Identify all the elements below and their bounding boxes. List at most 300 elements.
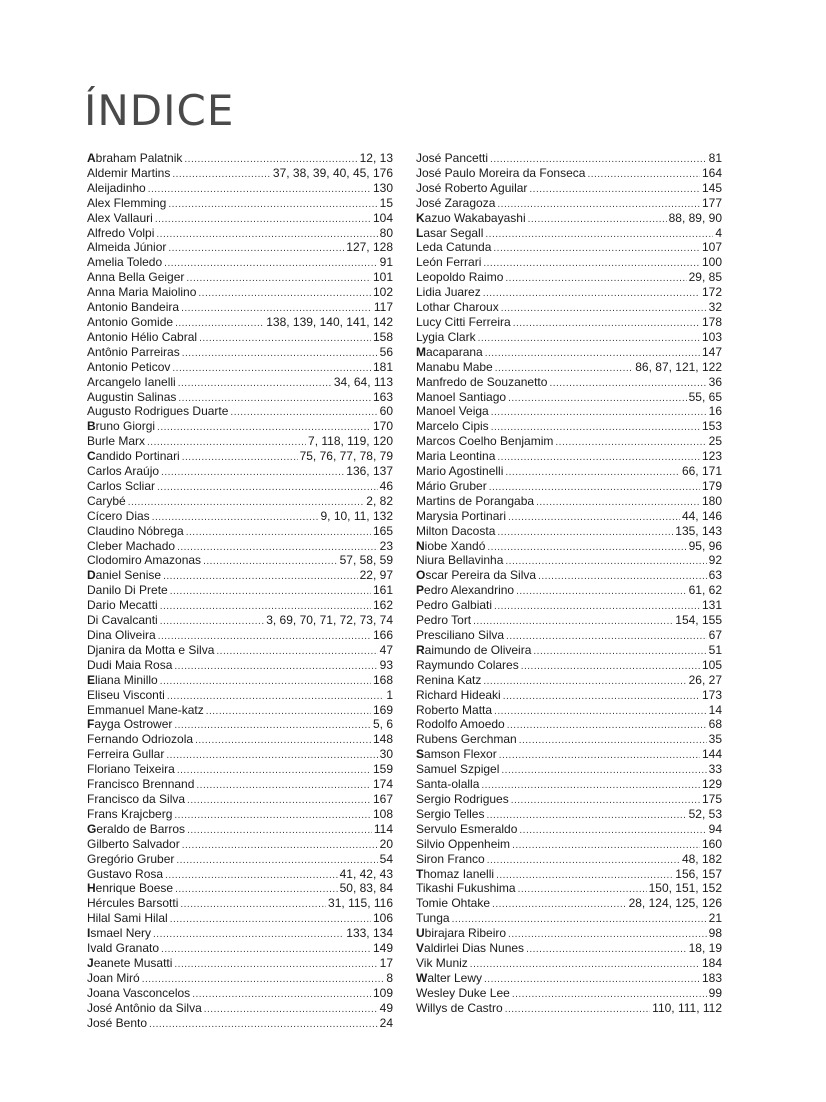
- index-entry: [416, 509, 722, 524]
- index-entry: [87, 762, 393, 777]
- entry-name: Rodolfo Amoedo: [416, 717, 505, 732]
- entry-name: Aleijadinho: [87, 180, 146, 195]
- entry-name: Oscar Pereira da Silva: [416, 568, 537, 583]
- entry-pages: 184: [701, 955, 722, 970]
- index-entry: [416, 673, 722, 688]
- entry-name: Manoel Veiga: [416, 404, 489, 419]
- entry-pages: 127, 128: [346, 240, 393, 255]
- dot-leader: [174, 719, 371, 732]
- dot-leader: [177, 541, 378, 554]
- index-entry: [416, 375, 722, 390]
- dot-leader: [148, 183, 371, 196]
- index-entry: [416, 867, 722, 882]
- dot-leader: [492, 898, 627, 911]
- index-entry: [416, 643, 722, 658]
- entry-pages: 92: [708, 553, 722, 568]
- index-entry: [416, 911, 722, 926]
- dot-leader: [587, 168, 700, 181]
- dot-leader: [147, 436, 306, 449]
- dot-leader: [161, 466, 344, 479]
- index-entry: [87, 375, 393, 390]
- index-entry: [416, 464, 722, 479]
- entry-name: Pedro Alexandrino: [416, 583, 515, 598]
- entry-name: Sergio Telles: [416, 806, 485, 821]
- index-entry: [87, 434, 393, 449]
- dot-leader: [505, 1003, 650, 1016]
- entry-name: Marcelo Cipis: [416, 419, 489, 434]
- dot-leader: [160, 600, 371, 613]
- index-entry: [87, 717, 393, 732]
- entry-pages: 67: [708, 628, 722, 642]
- index-entry: [416, 1001, 722, 1016]
- entry-pages: 57, 58, 59: [339, 553, 393, 568]
- index-entry: [416, 404, 722, 419]
- index-entry: [87, 211, 393, 226]
- index-entry: [87, 494, 393, 509]
- entry-name: Claudino Nóbrega: [87, 523, 184, 538]
- entry-pages: 88, 89, 90: [668, 210, 722, 225]
- dot-leader: [489, 481, 700, 494]
- entry-pages: 46: [379, 478, 393, 493]
- dot-leader: [538, 570, 707, 583]
- index-entry: [416, 792, 722, 807]
- entry-pages: 68: [708, 717, 722, 732]
- entry-pages: 54: [379, 851, 393, 866]
- entry-name: Danilo Di Prete: [87, 583, 168, 598]
- entry-pages: 1: [386, 687, 393, 702]
- index-entry: [416, 747, 722, 762]
- entry-name: Joan Miró: [87, 970, 140, 985]
- index-entry: [416, 345, 722, 360]
- dot-leader: [536, 496, 700, 509]
- dot-leader: [491, 406, 707, 419]
- index-entry: [87, 390, 393, 405]
- entry-pages: 149: [372, 941, 393, 956]
- entry-name: Antônio Parreiras: [87, 344, 180, 359]
- index-entry: [416, 777, 722, 792]
- index-entry: [416, 837, 722, 852]
- index-entry: [87, 598, 393, 613]
- dot-leader: [487, 854, 680, 867]
- dot-leader: [501, 764, 706, 777]
- dot-leader: [508, 392, 687, 405]
- entry-pages: 110, 111, 112: [652, 1000, 722, 1015]
- index-entry: [87, 419, 393, 434]
- index-entry: [87, 792, 393, 807]
- entry-pages: 165: [372, 523, 393, 538]
- dot-leader: [470, 958, 700, 971]
- entry-pages: 16: [708, 404, 722, 419]
- index-entry: [87, 285, 393, 300]
- dot-leader: [494, 705, 707, 718]
- entry-pages: 37, 38, 39, 40, 45, 176: [272, 165, 393, 180]
- entry-pages: 8: [386, 970, 393, 985]
- entry-name: Dudi Maia Rosa: [87, 657, 173, 672]
- entry-pages: 98: [708, 926, 722, 941]
- entry-name: José Paulo Moreira da Fonseca: [416, 165, 586, 180]
- dot-leader: [483, 287, 700, 300]
- entry-name: Alex Flemming: [87, 195, 167, 210]
- index-entry: [87, 151, 393, 166]
- dot-leader: [178, 392, 371, 405]
- entry-name: Alex Vallauri: [87, 210, 153, 225]
- index-entry: [416, 553, 722, 568]
- dot-leader: [485, 228, 713, 241]
- entry-pages: 41, 42, 43: [339, 866, 393, 881]
- entry-pages: 178: [701, 314, 722, 329]
- index-entry: [87, 539, 393, 554]
- entry-pages: 35: [708, 732, 722, 747]
- entry-name: Lucy Citti Ferreira: [416, 314, 511, 329]
- index-entry: [87, 867, 393, 882]
- dot-leader: [152, 511, 319, 524]
- entry-pages: 131: [701, 598, 722, 613]
- index-entry: [87, 807, 393, 822]
- entry-pages: 135, 143: [675, 523, 722, 538]
- entry-name: Clodomiro Amazonas: [87, 553, 202, 568]
- entry-pages: 145: [701, 180, 722, 195]
- index-entry: [87, 270, 393, 285]
- index-entry: [416, 479, 722, 494]
- index-entry: [87, 464, 393, 479]
- entry-pages: 156, 157: [675, 866, 722, 881]
- entry-pages: 168: [372, 672, 393, 687]
- index-entry: [87, 181, 393, 196]
- index-entry: [416, 315, 722, 330]
- entry-name: Eliana Minillo: [87, 672, 158, 687]
- entry-name: Presciliano Silva: [416, 628, 505, 642]
- entry-name: Richard Hideaki: [416, 687, 501, 702]
- dot-leader: [216, 645, 377, 658]
- entry-pages: 12, 13: [359, 151, 393, 165]
- entry-name: Amelia Toledo: [87, 255, 163, 270]
- index-entry: [87, 852, 393, 867]
- entry-name: Geraldo de Barros: [87, 821, 186, 836]
- dot-leader: [158, 630, 371, 643]
- entry-name: Almeida Júnior: [87, 240, 167, 255]
- entry-name: Raimundo de Oliveira: [416, 642, 532, 657]
- entry-name: Anna Maria Maiolino: [87, 285, 197, 300]
- entry-pages: 166: [372, 628, 393, 642]
- dot-leader: [160, 615, 265, 628]
- index-entry: [87, 345, 393, 360]
- entry-name: Henrique Boese: [87, 881, 174, 896]
- index-entry: [416, 658, 722, 673]
- entry-pages: 86, 87, 121, 122: [635, 359, 722, 374]
- dot-leader: [499, 749, 700, 762]
- dot-leader: [508, 928, 707, 941]
- index-entry: [87, 658, 393, 673]
- index-entry: [416, 181, 722, 196]
- entry-pages: 107: [701, 240, 722, 255]
- entry-pages: 55, 65: [688, 389, 722, 404]
- index-entry: [87, 583, 393, 598]
- entry-pages: 130: [372, 180, 393, 195]
- entry-pages: 108: [372, 806, 393, 821]
- dot-leader: [452, 913, 707, 926]
- entry-name: Macaparana: [416, 344, 483, 359]
- index-entry: [87, 449, 393, 464]
- dot-leader: [490, 153, 707, 166]
- entry-pages: 24: [379, 1015, 393, 1030]
- entry-name: León Ferrari: [416, 255, 482, 270]
- dot-leader: [483, 257, 700, 270]
- entry-pages: 5, 6: [372, 717, 393, 732]
- entry-name: Alfredo Volpi: [87, 225, 155, 240]
- dot-leader: [170, 585, 371, 598]
- dot-leader: [511, 794, 700, 807]
- entry-name: Sergio Rodrigues: [416, 791, 509, 806]
- dot-leader: [181, 302, 372, 315]
- entry-pages: 51: [708, 642, 722, 657]
- index-column-right: [416, 151, 722, 1016]
- index-entry: [87, 568, 393, 583]
- entry-pages: 172: [701, 285, 722, 300]
- entry-name: Manfredo de Souzanetto: [416, 374, 548, 389]
- entry-name: Pedro Tort: [416, 613, 472, 628]
- index-entry: [87, 553, 393, 568]
- dot-leader: [198, 287, 371, 300]
- entry-name: Ivald Granato: [87, 941, 160, 956]
- entry-pages: 95, 96: [688, 538, 722, 553]
- entry-pages: 161: [372, 583, 393, 598]
- entry-name: Burle Marx: [87, 434, 146, 449]
- dot-leader: [186, 526, 371, 539]
- index-entry: [416, 986, 722, 1001]
- dot-leader: [187, 794, 371, 807]
- dot-leader: [156, 228, 377, 241]
- index-entry: [416, 255, 722, 270]
- dot-leader: [167, 690, 384, 703]
- index-entry: [87, 613, 393, 628]
- entry-pages: 94: [708, 821, 722, 836]
- dot-leader: [170, 913, 371, 926]
- index-entry: [416, 285, 722, 300]
- index-entry: [87, 196, 393, 211]
- entry-name: Candido Portinari: [87, 449, 180, 464]
- index-entry: [416, 926, 722, 941]
- entry-pages: 14: [708, 702, 722, 717]
- index-entry: [416, 449, 722, 464]
- index-entry: [416, 240, 722, 255]
- index-entry: [416, 583, 722, 598]
- entry-pages: 181: [372, 359, 393, 374]
- dot-leader: [166, 749, 377, 762]
- dot-leader: [501, 302, 707, 315]
- index-entry: [416, 330, 722, 345]
- entry-pages: 21: [708, 911, 722, 926]
- dot-leader: [484, 973, 700, 986]
- entry-pages: 160: [701, 836, 722, 851]
- dot-leader: [230, 406, 377, 419]
- dot-leader: [521, 660, 700, 673]
- dot-leader: [549, 377, 706, 390]
- index-entry: [87, 971, 393, 986]
- entry-name: Carlos Araújo: [87, 464, 160, 479]
- dot-leader: [481, 779, 700, 792]
- index-entry: [87, 732, 393, 747]
- dot-leader: [507, 719, 707, 732]
- entry-pages: 49: [379, 1000, 393, 1015]
- entry-pages: 17: [379, 955, 393, 970]
- dot-leader: [478, 332, 700, 345]
- index-entry: [87, 673, 393, 688]
- index-entry: [416, 300, 722, 315]
- index-entry: [87, 300, 393, 315]
- index-entry: [416, 628, 722, 643]
- dot-leader: [172, 362, 371, 375]
- entry-pages: 105: [701, 657, 722, 672]
- entry-name: Lothar Charoux: [416, 300, 499, 315]
- entry-pages: 81: [708, 151, 722, 165]
- dot-leader: [177, 764, 371, 777]
- index-entry: [87, 524, 393, 539]
- entry-name: Renina Katz: [416, 672, 482, 687]
- entry-pages: 23: [379, 538, 393, 553]
- index-entry: [416, 613, 722, 628]
- dot-leader: [485, 347, 700, 360]
- entry-pages: 144: [701, 747, 722, 762]
- entry-name: Santa-olalla: [416, 777, 480, 792]
- entry-name: Rubens Gerchman: [416, 732, 517, 747]
- index-entry: [87, 896, 393, 911]
- entry-name: Ismael Nery: [87, 926, 152, 941]
- index-entry: [416, 419, 722, 434]
- entry-pages: 60: [379, 404, 393, 419]
- index-entry: [416, 822, 722, 837]
- entry-pages: 102: [372, 285, 393, 300]
- entry-pages: 18, 19: [688, 941, 722, 956]
- entry-pages: 101: [372, 270, 393, 285]
- entry-pages: 44, 146: [681, 508, 722, 523]
- entry-pages: 7, 118, 119, 120: [308, 434, 393, 449]
- index-entry: [416, 211, 722, 226]
- index-entry: [87, 941, 393, 956]
- entry-name: Tomie Ohtake: [416, 896, 491, 911]
- entry-name: José Zaragoza: [416, 195, 496, 210]
- dot-leader: [496, 869, 673, 882]
- dot-leader: [149, 1018, 378, 1031]
- entry-name: Siron Franco: [416, 851, 485, 866]
- entry-name: Emmanuel Mane-katz: [87, 702, 204, 717]
- entry-pages: 52, 53: [688, 806, 722, 821]
- index-entry: [87, 479, 393, 494]
- entry-pages: 153: [701, 419, 722, 434]
- entry-name: Valdirlei Dias Nunes: [416, 941, 525, 956]
- entry-name: Ubirajara Ribeiro: [416, 926, 507, 941]
- entry-pages: 63: [708, 568, 722, 583]
- entry-pages: 133, 134: [346, 926, 393, 941]
- index-entry: [416, 941, 722, 956]
- entry-pages: 4: [715, 225, 722, 240]
- index-entry: [87, 688, 393, 703]
- entry-name: Silvio Oppenheim: [416, 836, 511, 851]
- dot-leader: [508, 511, 680, 524]
- entry-name: José Pancetti: [416, 151, 489, 165]
- entry-pages: 20: [379, 836, 393, 851]
- dot-leader: [192, 988, 371, 1001]
- entry-name: Manabu Mabe: [416, 359, 493, 374]
- entry-name: Wesley Duke Lee: [416, 985, 510, 1000]
- entry-pages: 162: [372, 598, 393, 613]
- index-entry: [87, 911, 393, 926]
- entry-pages: 32: [708, 300, 722, 315]
- dot-leader: [157, 481, 378, 494]
- entry-name: Niobe Xandó: [416, 538, 486, 553]
- entry-pages: 103: [701, 329, 722, 344]
- index-entry: [87, 986, 393, 1001]
- index-entry: [416, 896, 722, 911]
- entry-name: Gregório Gruber: [87, 851, 175, 866]
- entry-pages: 129: [701, 777, 722, 792]
- entry-pages: 29, 85: [688, 270, 722, 285]
- entry-name: Di Cavalcanti: [87, 613, 158, 628]
- entry-pages: 3, 69, 70, 71, 72, 73, 74: [266, 613, 393, 628]
- dot-leader: [519, 734, 707, 747]
- dot-leader: [495, 362, 634, 375]
- index-entry: [87, 404, 393, 419]
- entry-name: Augustin Salinas: [87, 389, 177, 404]
- entry-pages: 34, 64, 113: [333, 374, 393, 389]
- dot-leader: [503, 690, 700, 703]
- index-entry: [416, 598, 722, 613]
- index-entry: [87, 822, 393, 837]
- index-entry: [416, 166, 722, 181]
- entry-name: Antonio Hélio Cabral: [87, 329, 198, 344]
- entry-name: Daniel Senise: [87, 568, 162, 583]
- entry-name: Gilberto Salvador: [87, 836, 180, 851]
- dot-leader: [473, 615, 673, 628]
- entry-name: Fayga Ostrower: [87, 717, 173, 732]
- entry-name: Willys de Castro: [416, 1000, 503, 1015]
- dot-leader: [174, 660, 377, 673]
- entry-pages: 9, 10, 11, 132: [320, 508, 393, 523]
- dot-leader: [491, 421, 700, 434]
- dot-leader: [178, 377, 332, 390]
- entry-pages: 2, 82: [366, 493, 393, 508]
- dot-leader: [486, 809, 686, 822]
- entry-pages: 33: [708, 762, 722, 777]
- entry-pages: 15: [379, 195, 393, 210]
- entry-name: Pedro Galbiati: [416, 598, 493, 613]
- index-entry: [416, 226, 722, 241]
- entry-name: Arcangelo Ianelli: [87, 374, 176, 389]
- dot-leader: [529, 183, 700, 196]
- dot-leader: [505, 272, 686, 285]
- index-entry: [87, 315, 393, 330]
- index-entry: [416, 270, 722, 285]
- entry-pages: 173: [701, 687, 722, 702]
- dot-leader: [153, 928, 344, 941]
- entry-name: Lidia Juarez: [416, 285, 481, 300]
- entry-pages: 138, 139, 140, 141, 142: [266, 314, 393, 329]
- dot-leader: [174, 809, 371, 822]
- entry-name: Martins de Porangaba: [416, 493, 535, 508]
- entry-name: Aldemir Martins: [87, 165, 171, 180]
- dot-leader: [206, 705, 371, 718]
- index-entry: [416, 703, 722, 718]
- index-entry: [87, 777, 393, 792]
- dot-leader: [505, 555, 706, 568]
- entry-name: Manoel Santiago: [416, 389, 507, 404]
- entry-pages: 26, 27: [688, 672, 722, 687]
- entry-pages: 167: [372, 791, 393, 806]
- entry-pages: 148: [372, 732, 393, 747]
- dot-leader: [483, 675, 686, 688]
- dot-leader: [175, 883, 338, 896]
- index-entry: [416, 434, 722, 449]
- entry-name: Cleber Machado: [87, 538, 176, 553]
